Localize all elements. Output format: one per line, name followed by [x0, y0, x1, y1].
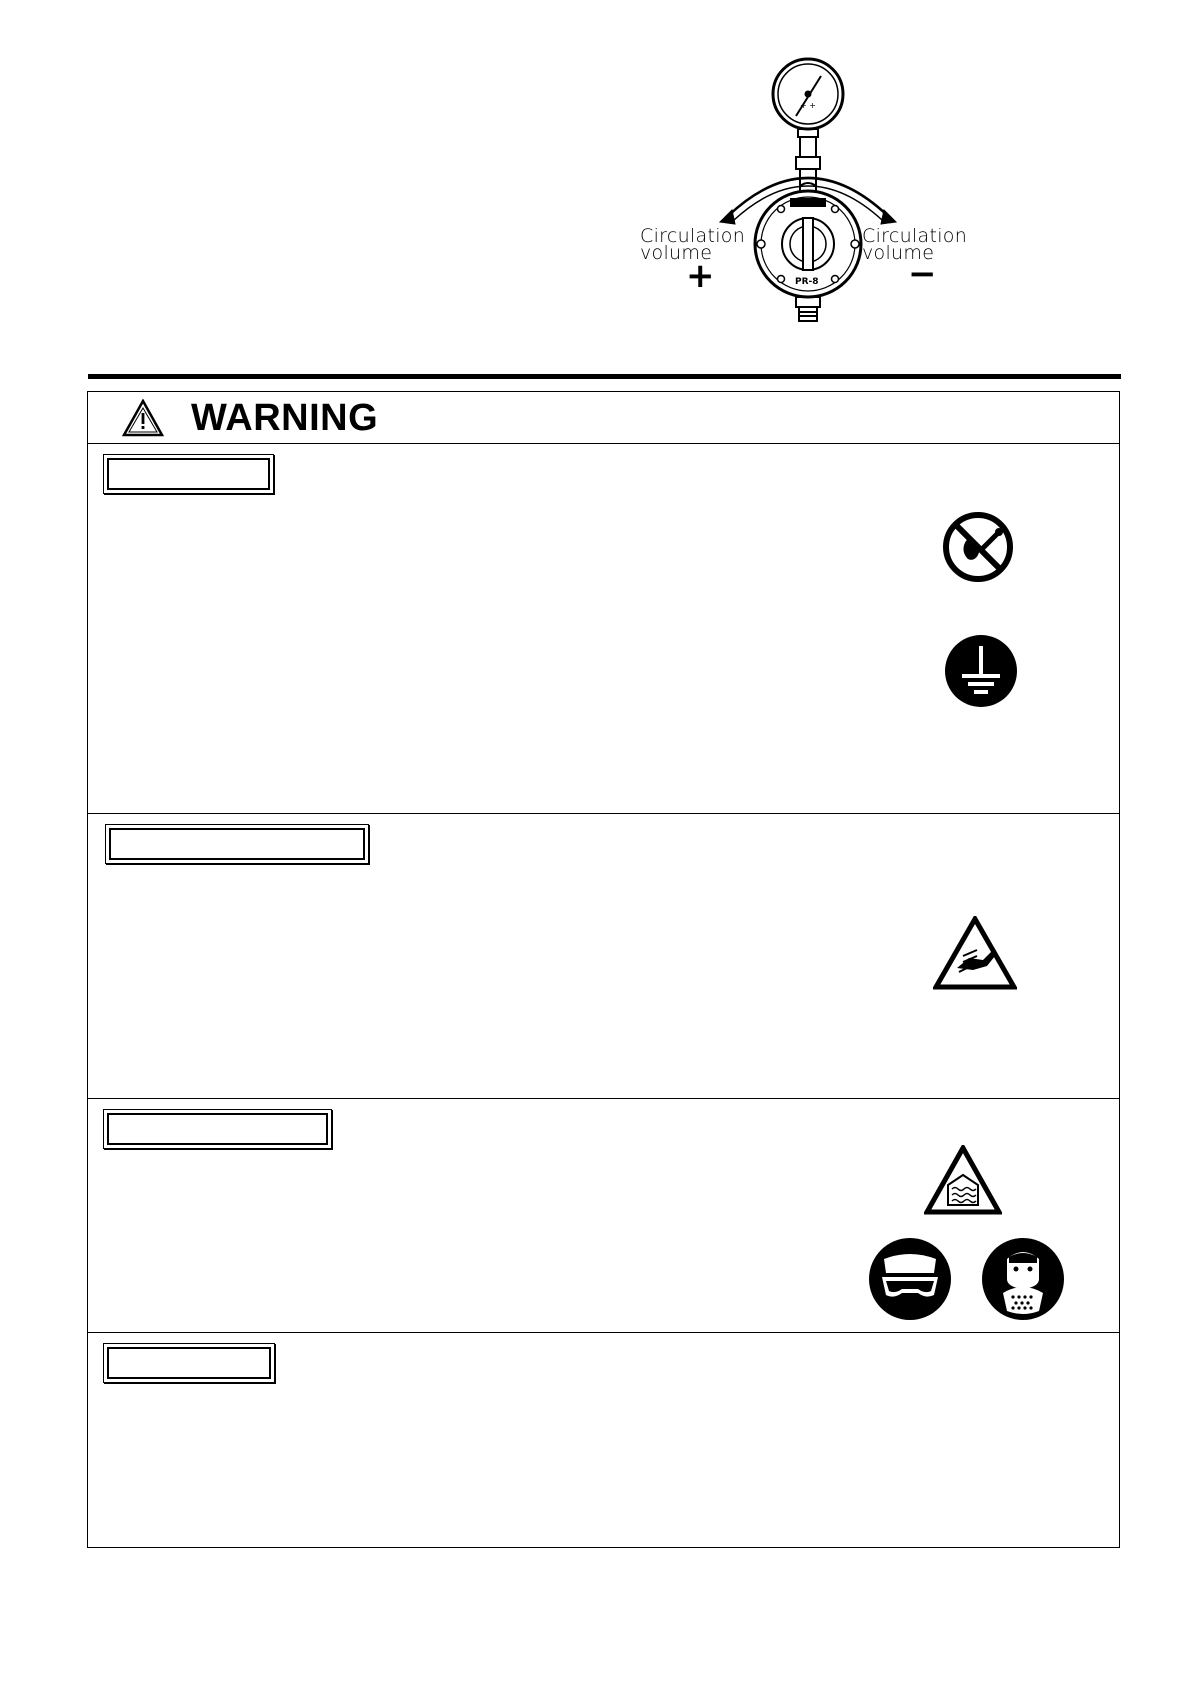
label-line: volume [862, 242, 935, 264]
warning-section-injection [88, 814, 1119, 1099]
section-tag [103, 1109, 332, 1149]
bottom-fitting [796, 297, 820, 321]
svg-text:+ +: + + [800, 101, 816, 110]
toxic-vapor-hazard-icon [924, 1145, 1002, 1215]
pressure-gauge-icon [773, 59, 843, 137]
warning-box [87, 391, 1120, 1548]
no-open-flame-icon [942, 511, 1014, 583]
safety-goggles-icon [868, 1237, 952, 1321]
minus-sign: − [908, 254, 937, 294]
horizontal-rule [88, 374, 1121, 379]
warning-section-fire-grounding [88, 444, 1119, 814]
high-pressure-injection-hazard-icon [933, 916, 1017, 990]
warning-header [88, 392, 1119, 444]
warning-title: WARNING [191, 397, 379, 439]
gauge-plate-text: PR-8 [795, 277, 819, 287]
plus-sign: + [686, 256, 715, 296]
regulator-body [755, 191, 861, 297]
section-tag [105, 824, 369, 864]
warning-section-other [88, 1333, 1119, 1547]
label-line: Circulation [640, 225, 746, 247]
label-line: volume [640, 242, 713, 264]
ground-earth-icon [944, 634, 1018, 708]
section-tag [103, 454, 274, 494]
label-line: Circulation [862, 225, 968, 247]
regulator-diagram [640, 48, 980, 338]
respirator-mask-icon [981, 1237, 1065, 1321]
section-tag [103, 1343, 275, 1383]
warning-triangle-icon [122, 399, 164, 437]
warning-section-ventilation-protection [88, 1099, 1119, 1333]
